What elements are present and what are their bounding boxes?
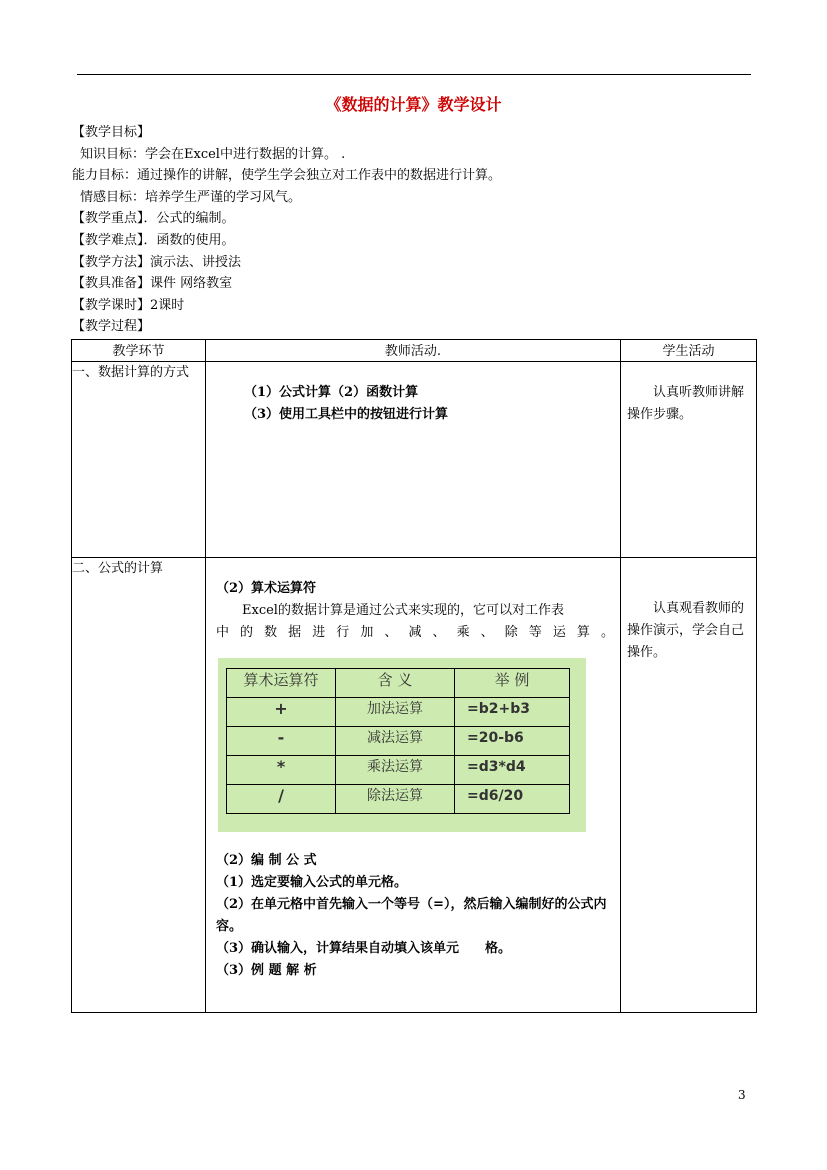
- teacher-line: （1）公式计算（2）函数计算: [244, 385, 419, 400]
- operator-example: =d6/20: [455, 785, 570, 814]
- meta-line: 【教学重点】．公式的编制。: [72, 211, 235, 227]
- meta-line: 【教学难点】．函数的使用。: [72, 232, 235, 248]
- operator-row: [227, 756, 570, 785]
- operator-meaning: 减法运算: [336, 727, 455, 756]
- operator-example: =20-b6: [455, 727, 570, 756]
- operator-meaning: 乘法运算: [336, 756, 455, 785]
- stage-cell: 一、数据计算的方式: [72, 362, 206, 558]
- operator-row: [227, 785, 570, 814]
- paragraph-line: 中的数据进行加、减、乘、除等运算。: [216, 625, 614, 640]
- student-text: 认真观看教师的操作演示，学会自己操作。: [627, 601, 745, 660]
- table-header-row: [72, 340, 757, 362]
- header-stage: 教学环节: [72, 340, 206, 362]
- lesson-meta: [72, 122, 762, 338]
- paragraph-line: Excel的数据计算是通过公式来实现的，它可以对工作表: [242, 603, 564, 618]
- header-rule: [77, 74, 751, 75]
- meta-line: 知识目标：学会在Excel中进行数据的计算。 .: [80, 146, 346, 162]
- operator-meaning: 除法运算: [336, 785, 455, 814]
- step-line: （2）在单元格中首先输入一个等号（=），然后输入编制好的公式内容。: [216, 897, 607, 934]
- operators-heading: （2）算术运算符: [216, 581, 317, 596]
- student-text: 认真听教师讲解操作步骤。: [627, 385, 745, 422]
- meta-line: 【教学方法】演示法、讲授法: [72, 254, 242, 270]
- operator-table-figure: [218, 658, 586, 832]
- stage-cell: 二、公式的计算: [72, 558, 206, 1013]
- example-heading: （3）例 题 解 析: [216, 963, 317, 978]
- meta-line: 【教学过程】: [72, 319, 151, 335]
- operator-symbol: +: [227, 698, 336, 727]
- compile-heading: （2）编 制 公 式: [216, 853, 317, 868]
- operator-header: 举 例: [455, 669, 570, 698]
- lesson-table: [71, 339, 757, 1013]
- operator-meaning: 加法运算: [336, 698, 455, 727]
- step-line: （3）确认输入，计算结果自动填入该单元 格。: [216, 941, 512, 956]
- operator-symbol: /: [227, 785, 336, 814]
- operator-table: [226, 668, 570, 814]
- page-number: 3: [738, 1088, 746, 1102]
- meta-line: 【教学课时】2课时: [72, 297, 185, 313]
- meta-line: 情感目标：培养学生严谨的学习风气。: [80, 189, 302, 205]
- step-line: （1）选定要输入公式的单元格。: [216, 875, 408, 890]
- meta-line: 能力目标：通过操作的讲解，使学生学会独立对工作表中的数据进行计算。: [72, 168, 502, 184]
- operator-example: =b2+b3: [455, 698, 570, 727]
- operator-header: 算术运算符: [227, 669, 336, 698]
- teacher-line: （3）使用工具栏中的按钮进行计算: [244, 407, 449, 422]
- table-row: [72, 362, 757, 558]
- operator-row: [227, 698, 570, 727]
- header-teacher: 教师活动.: [206, 340, 621, 362]
- operator-symbol: *: [227, 756, 336, 785]
- operator-example: =d3*d4: [455, 756, 570, 785]
- student-cell: [621, 362, 757, 558]
- operator-symbol: -: [227, 727, 336, 756]
- operator-header-row: [227, 669, 570, 698]
- document-title: 《数据的计算》教学设计: [325, 95, 502, 114]
- meta-line: 【教学目标】: [72, 125, 151, 140]
- meta-line: 【教具准备】课件 网络教室: [72, 276, 233, 292]
- teacher-cell: [206, 558, 621, 1013]
- operator-row: [227, 727, 570, 756]
- header-student: 学生活动: [621, 340, 757, 362]
- operator-header: 含 义: [336, 669, 455, 698]
- student-cell: [621, 558, 757, 1013]
- table-row: [72, 558, 757, 1013]
- teacher-cell: [206, 362, 621, 558]
